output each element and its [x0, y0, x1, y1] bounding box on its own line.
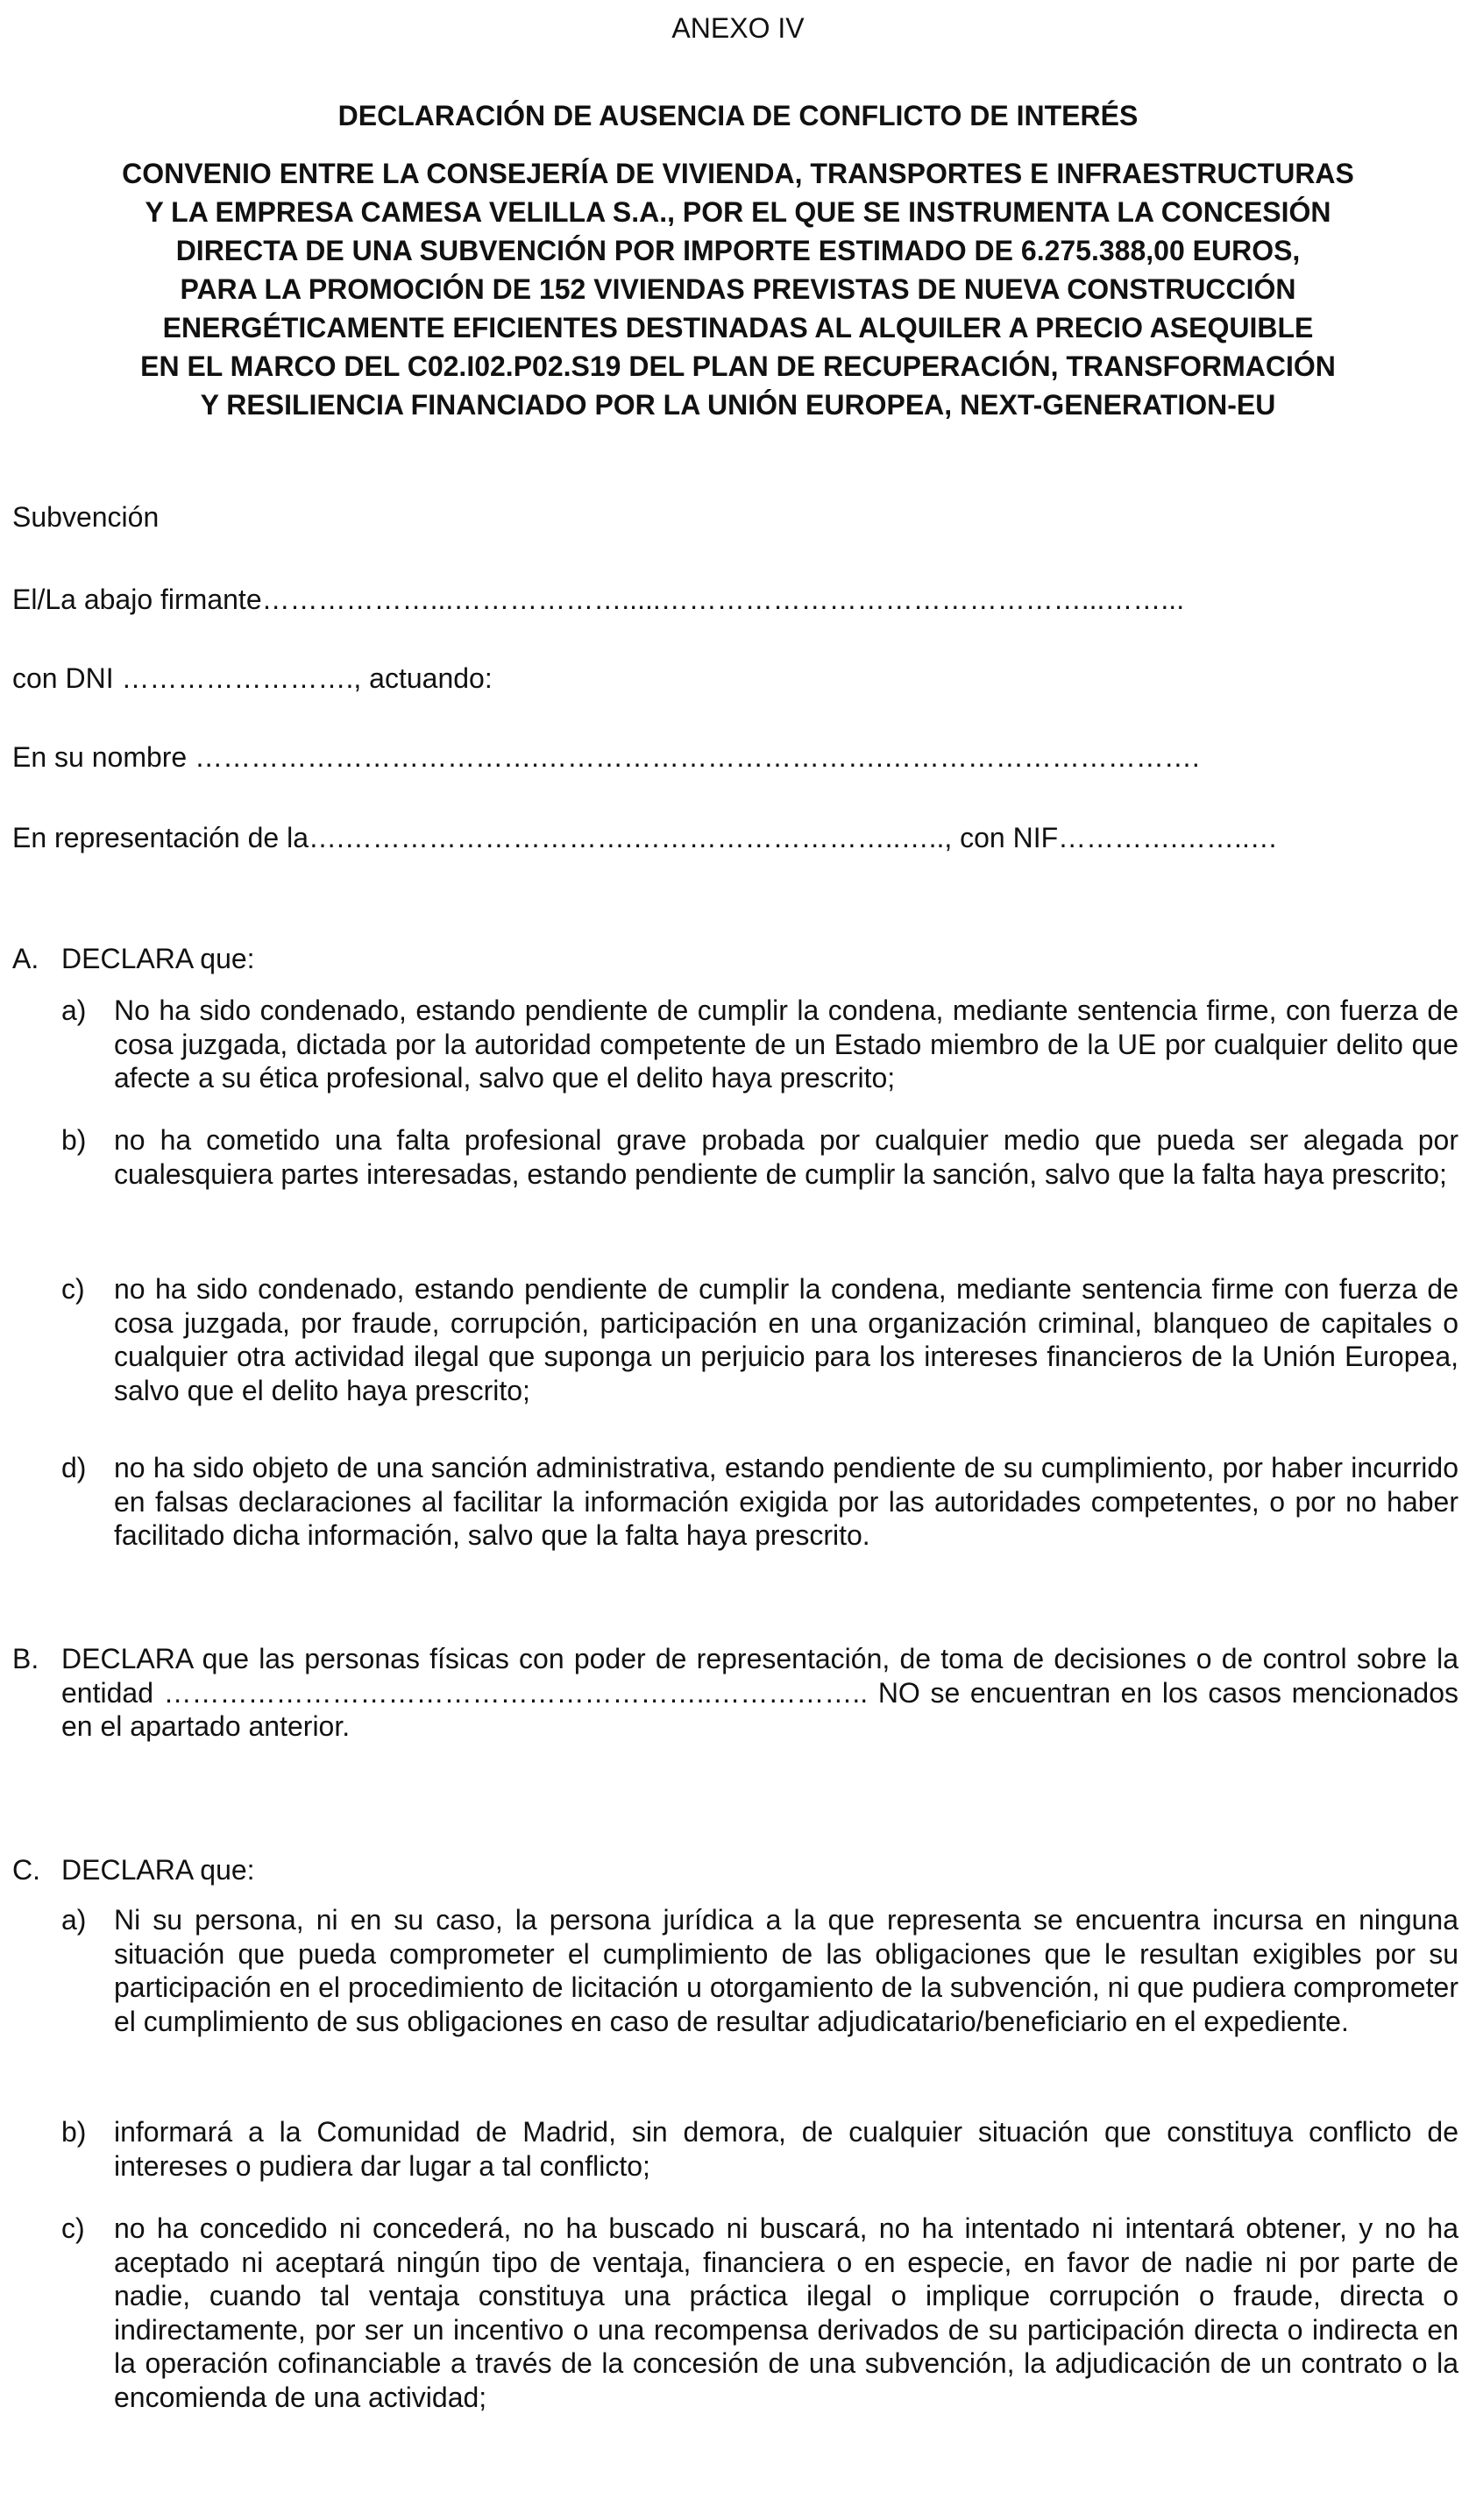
item-marker: c) [61, 1273, 85, 1305]
subvencion-field: Subvención [12, 501, 160, 533]
section-c-heading [12, 1854, 255, 1886]
annex-label: ANEXO IV [671, 12, 805, 44]
section-letter: B. [12, 1643, 39, 1674]
section-a-heading [12, 943, 255, 975]
section-heading-text: DECLARA que: [61, 1854, 255, 1886]
section-b-text: DECLARA que las personas físicas con poder de representación, de toma de decisiones o de control sobre la entidad …………………………………………………..…………….. NO se encuentran en los casos mencionados en el apartado anterior. [61, 1643, 1458, 1742]
section-letter: A. [12, 943, 39, 974]
convenio-line: PARA LA PROMOCIÓN DE 152 VIVIENDAS PREVISTAS DE NUEVA CONSTRUCCIÓN [180, 273, 1296, 305]
item-text: no ha concedido ni concederá, no ha buscado ni buscará, no ha intentado ni intentará obtener, y no ha aceptado ni aceptará ningún tipo de ventaja, financiera o en especie, en favor de nadie ni por parte de nadie, cuando tal ventaja constituya una práctica ilegal o implique corrupción o fraude, directa o indirectamente, por ser un incentivo o una recompensa derivados de su participación directa o indirecta en la operación cofinanciable a través de la concesión de una subvención, la adjudicación de un contrato o la encomienda de una actividad; [114, 2212, 1458, 2413]
convenio-line: CONVENIO ENTRE LA CONSEJERÍA DE VIVIENDA, TRANSPORTES E INFRAESTRUCTURAS [122, 158, 1354, 189]
nombre-field: En su nombre ……………………………….……………………………….……………………………. [12, 741, 1200, 773]
convenio-line: ENERGÉTICAMENTE EFICIENTES DESTINADAS AL ALQUILER A PRECIO ASEQUIBLE [162, 312, 1314, 343]
item-marker: a) [61, 1904, 87, 1936]
list-item [61, 1451, 1458, 1553]
convenio-line: DIRECTA DE UNA SUBVENCIÓN POR IMPORTE ESTIMADO DE 6.275.388,00 EUROS, [175, 235, 1301, 266]
convenio-line: Y RESILIENCIA FINANCIADO POR LA UNIÓN EUROPEA, NEXT-GENERATION-EU [200, 389, 1276, 421]
representacion-field: En representación de la….………………………….………………………..….., con NIF………….……..… [12, 822, 1278, 853]
list-item [61, 2115, 1458, 2183]
declaration-title: DECLARACIÓN DE AUSENCIA DE CONFLICTO DE INTERÉS [337, 100, 1139, 131]
convenio-line: Y LA EMPRESA CAMESA VELILLA S.A., POR EL QUE SE INSTRUMENTA LA CONCESIÓN [145, 196, 1331, 228]
list-item [61, 2212, 1458, 2414]
item-marker: b) [61, 2116, 87, 2148]
list-item [61, 1903, 1458, 2038]
item-marker: a) [61, 995, 87, 1026]
item-text: no ha sido condenado, estando pendiente de cumplir la condena, mediante sentencia firme con fuerza de cosa juzgada, por fraude, corrupción, participación en una organización criminal, blanqueo de capitales o cualquier otra actividad ilegal que suponga un perjuicio para los intereses financieros de la Unión Europea, salvo que el delito haya prescrito; [114, 1273, 1458, 1406]
convenio-title [35, 154, 1441, 424]
item-text: informará a la Comunidad de Madrid, sin demora, de cualquier situación que constituya conflicto de intereses o pudiera dar lugar a tal conflicto; [114, 2116, 1458, 2182]
section-heading-text: DECLARA que: [61, 943, 255, 974]
item-text: No ha sido condenado, estando pendiente de cumplir la condena, mediante sentencia firme, con fuerza de cosa juzgada, dictada por la autoridad competente de un Estado miembro de la UE por cualquier delito que afecte a su ética profesional, salvo que el delito haya prescrito; [114, 995, 1458, 1094]
section-b [12, 1642, 1458, 1744]
list-item [61, 1123, 1458, 1191]
item-text: no ha sido objeto de una sanción administrativa, estando pendiente de su cumplimiento, por haber incurrido en falsas declaraciones al facilitar la información exigida por las autoridades competentes, o por no haber facilitado dicha información, salvo que la falta haya prescrito. [114, 1452, 1458, 1551]
list-item [61, 994, 1458, 1095]
item-marker: c) [61, 2212, 85, 2244]
convenio-line: EN EL MARCO DEL C02.I02.P02.S19 DEL PLAN DE RECUPERACIÓN, TRANSFORMACIÓN [140, 350, 1336, 382]
item-marker: d) [61, 1452, 87, 1483]
list-item [61, 1272, 1458, 1407]
section-letter: C. [12, 1854, 40, 1886]
item-text: Ni su persona, ni en su caso, la persona jurídica a la que representa se encuentra incursa en ninguna situación que pueda comprometer el cumplimiento de las obligaciones que le resultan exigibles por su participación en el procedimiento de licitación u otorgamiento de la subvención, ni que pudiera comprometer el cumplimiento de sus obligaciones en caso de resultar adjudicatario/beneficiario en el expediente. [114, 1904, 1458, 2037]
item-marker: b) [61, 1124, 87, 1156]
dni-field: con DNI ……………………., actuando: [12, 662, 493, 694]
firmante-field: El/La abajo firmante………………...……………….....………………………………………...……... [12, 584, 1185, 615]
item-text: no ha cometido una falta profesional grave probada por cualquier medio que pueda ser alegada por cualesquiera partes interesadas, estando pendiente de cumplir la sanción, salvo que la falta haya prescrito; [114, 1124, 1458, 1190]
